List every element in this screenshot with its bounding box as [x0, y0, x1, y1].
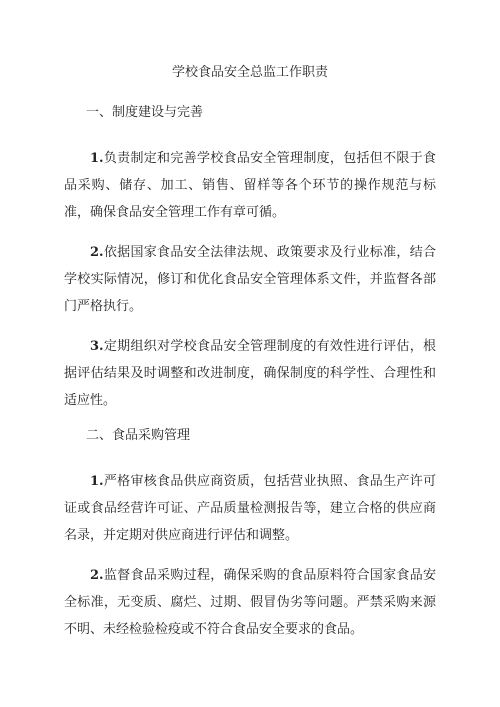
section-food-procurement [64, 427, 436, 643]
section-heading: 二、食品采购管理 [86, 428, 191, 443]
item-text: 定期组织对学校食品安全管理制度的有效性进行评估，根据评估结果及时调整和改进制度，确保制度的科学性、合理性和适应性。 [64, 339, 436, 408]
paragraph-item [64, 145, 436, 226]
item-text: 监督食品采购过程，确保采购的食品原料符合国家食品安全标准，无变质、腐烂、过期、假冒伪劣等问题。严禁采购来源不明、未经检验检疫或不符合食品安全要求的食品。 [64, 568, 436, 637]
paragraph-item [64, 333, 436, 414]
paragraph-item [64, 468, 436, 549]
paragraph-item [64, 239, 436, 320]
item-number: 2. [90, 245, 104, 260]
paragraph-item [64, 562, 436, 643]
item-number: 2. [90, 568, 104, 583]
section-heading: 一、制度建设与完善 [86, 105, 204, 120]
item-text: 严格审核食品供应商资质，包括营业执照、食品生产许可证或食品经营许可证、产品质量检测报告等，建立合格的供应商名录，并定期对供应商进行评估和调整。 [64, 474, 436, 543]
item-number: 1. [90, 151, 104, 166]
section-system-building [64, 104, 436, 414]
document-title: 学校食品安全总监工作职责 [171, 65, 328, 80]
item-number: 1. [90, 474, 104, 489]
item-text: 负责制定和完善学校食品安全管理制度，包括但不限于食品采购、储存、加工、销售、留样等各个环节的操作规范与标准，确保食品安全管理工作有章可循。 [64, 151, 436, 220]
item-number: 3. [90, 339, 104, 354]
item-text: 依据国家食品安全法律法规、政策要求及行业标准，结合学校实际情况，修订和优化食品安全管理体系文件，并监督各部门严格执行。 [64, 245, 436, 314]
document-body [64, 104, 436, 656]
